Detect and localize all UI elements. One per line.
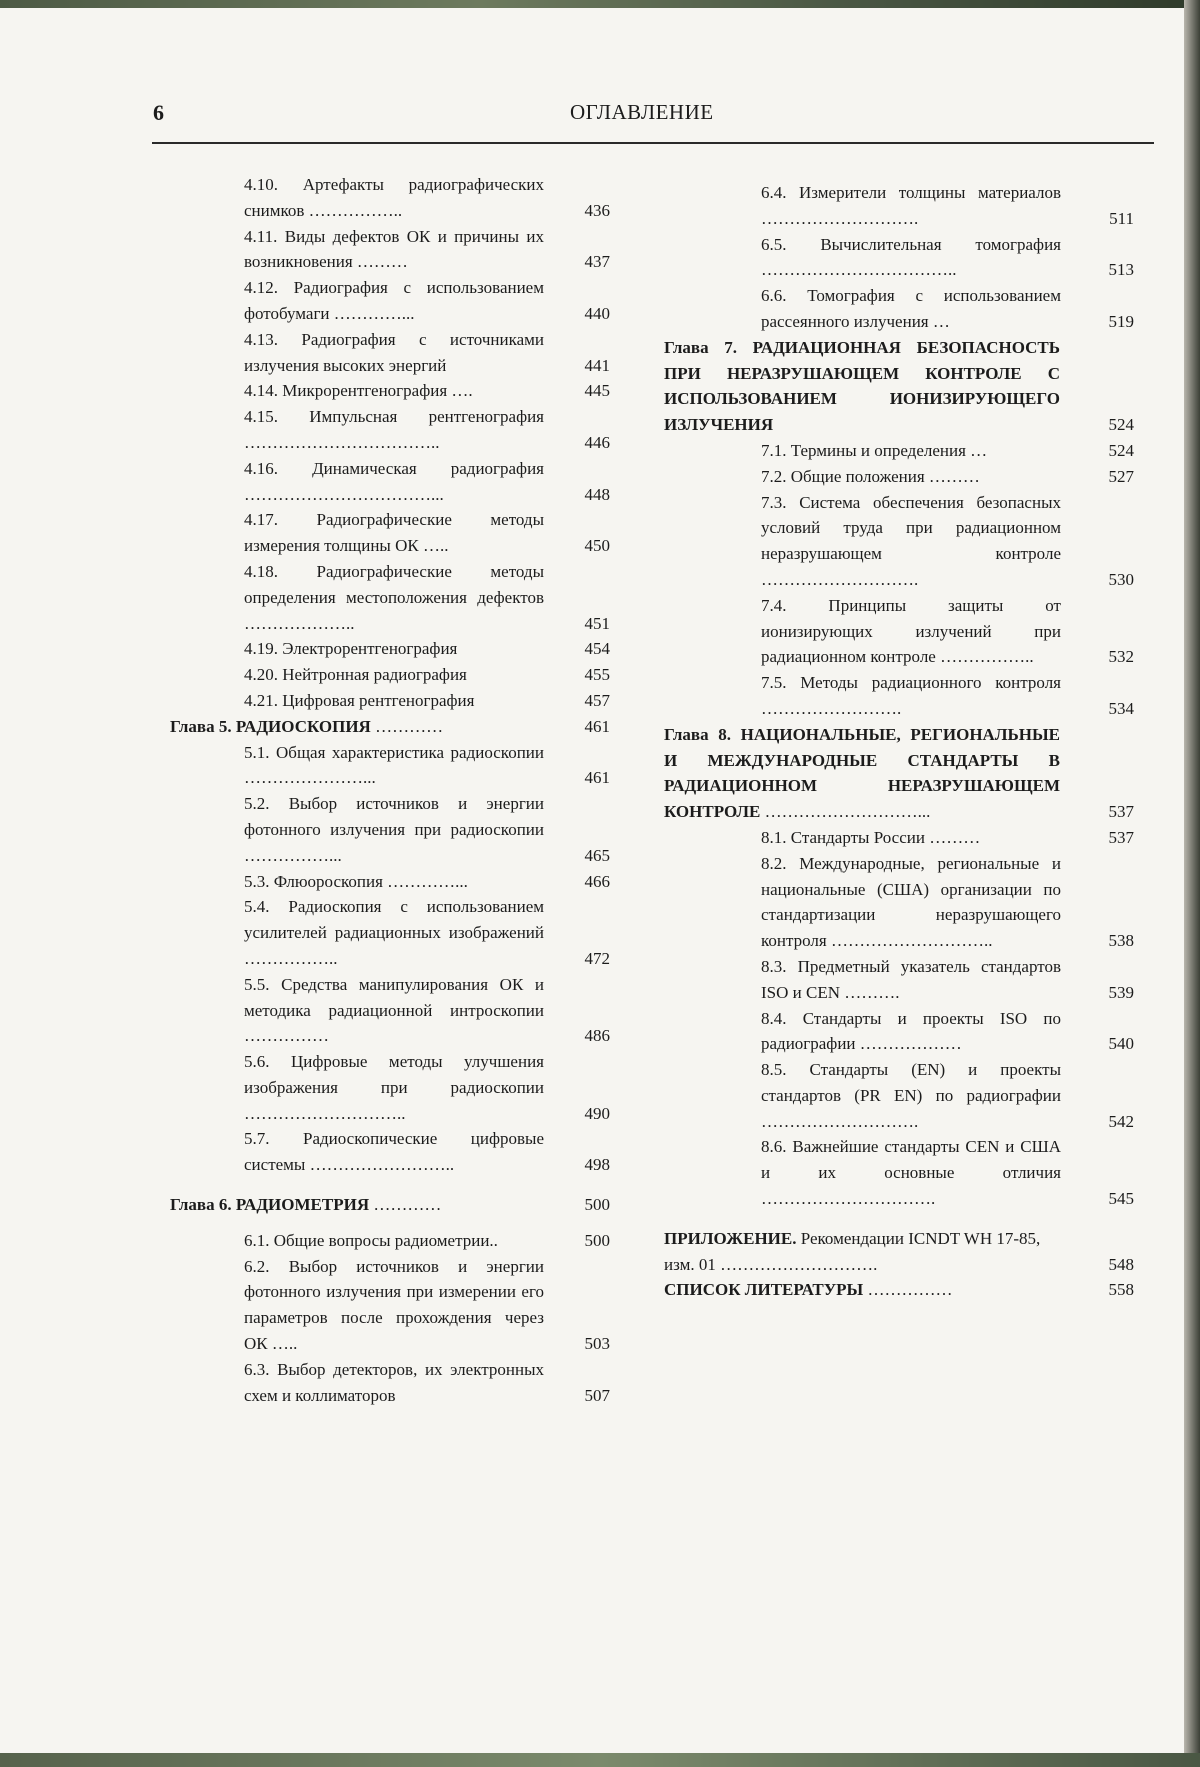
toc-entry[interactable] xyxy=(170,1254,610,1357)
toc-entry-title: 6.2. Выбор источников и энергии фотонного излучения при измерении его параметров после прохождения через ОК ….. xyxy=(244,1256,544,1354)
toc-entry-title: 5.7. Радиоскопические цифровые системы …………………….. xyxy=(244,1129,544,1175)
toc-entry-title: 7.4. Принципы защиты от ионизирующих излучений при радиационном контроле …………….. xyxy=(761,595,1061,667)
toc-list xyxy=(170,740,610,1179)
page-ref: 539 xyxy=(1108,982,1134,1002)
toc-column-right xyxy=(664,180,1134,1303)
page-ref: 537 xyxy=(1108,802,1134,822)
toc-entry[interactable] xyxy=(170,1228,610,1254)
toc-entry-title: 6.6. Томография с использованием рассеянного излучения … xyxy=(761,286,1061,331)
toc-list xyxy=(170,1228,610,1409)
toc-entry[interactable] xyxy=(664,180,1134,232)
page-ref: 461 xyxy=(584,716,610,736)
chapter-label: Глава 8. xyxy=(664,724,731,744)
toc-entry[interactable] xyxy=(170,378,610,404)
toc-entry[interactable] xyxy=(664,464,1134,490)
toc-chapter-6[interactable] xyxy=(170,1192,610,1218)
toc-entry[interactable] xyxy=(664,825,1134,851)
toc-entry-title: 4.20. Нейтронная радиография xyxy=(244,665,467,685)
toc-column-left xyxy=(170,172,610,1408)
page-ref: 448 xyxy=(584,484,610,504)
toc-entry-title: 6.1. Общие вопросы радиометрии.. xyxy=(244,1230,498,1250)
page-ref: 519 xyxy=(1108,311,1134,331)
toc-entry[interactable] xyxy=(170,327,610,379)
toc-entry-title: 8.5. Стандарты (EN) и проекты стандартов (PR EN) по радиографии ………………………. xyxy=(761,1060,1061,1131)
spacer xyxy=(170,1218,610,1228)
toc-entry-title: 7.1. Термины и определения … xyxy=(761,440,988,460)
page-edge-bottom xyxy=(0,1753,1200,1767)
page-ref: 542 xyxy=(1108,1111,1134,1131)
toc-entry-title: 6.3. Выбор детекторов, их электронных схем и коллиматоров xyxy=(244,1359,544,1405)
toc-entry[interactable] xyxy=(664,954,1134,1006)
chapter-title: РАДИАЦИОННАЯ БЕЗОПАСНОСТЬ ПРИ НЕРАЗРУШАЮЩЕМ КОНТРОЛЕ С ИСПОЛЬЗОВАНИЕМ ИОНИЗИРУЮЩЕГО ИЗЛУЧЕНИЯ xyxy=(664,337,1060,435)
toc-entry-title: 7.5. Методы радиационного контроля ……………………. xyxy=(761,673,1061,718)
toc-entry-title: 8.4. Стандарты и проекты ISO по радиографии ……………… xyxy=(761,1008,1061,1054)
page-ref: 454 xyxy=(584,639,610,659)
page-ref: 441 xyxy=(584,355,610,375)
toc-entry[interactable] xyxy=(170,456,610,508)
page-ref: 558 xyxy=(1108,1280,1134,1300)
toc-entry[interactable] xyxy=(170,869,610,895)
page-ref: 537 xyxy=(1108,827,1134,847)
toc-references[interactable] xyxy=(664,1277,1134,1303)
toc-entry[interactable] xyxy=(170,688,610,714)
page-ref: 540 xyxy=(1108,1034,1134,1054)
page-title: ОГЛАВЛЕНИЕ xyxy=(570,100,714,124)
toc-entry-title: 4.19. Электрорентгенография xyxy=(244,639,458,659)
page-ref: 461 xyxy=(584,768,610,788)
page-ref: 498 xyxy=(584,1155,610,1175)
toc-entry[interactable] xyxy=(170,636,610,662)
toc-entry[interactable] xyxy=(170,559,610,636)
toc-entry[interactable] xyxy=(170,172,610,224)
toc-entry[interactable] xyxy=(664,490,1134,593)
page-ref: 455 xyxy=(584,665,610,685)
appendix-text: Рекомендации ICNDT WH 17-85, изм. 01 ………………………. xyxy=(664,1228,1041,1274)
page-ref: 532 xyxy=(1108,647,1134,667)
page-ref: 507 xyxy=(584,1385,610,1405)
toc-entry[interactable] xyxy=(664,851,1134,954)
toc-entry[interactable] xyxy=(170,1049,610,1126)
appendix-title: ПРИЛОЖЕНИЕ. xyxy=(664,1228,797,1248)
toc-entry-title: 4.11. Виды дефектов ОК и причины их возникновения ……… xyxy=(244,226,544,272)
toc-entry-title: 4.18. Радиографические методы определения местоположения дефектов ……………….. xyxy=(244,561,544,633)
page-ref: 524 xyxy=(1108,415,1134,435)
toc-entry-title: 8.3. Предметный указатель стандартов ISO и CEN ………. xyxy=(761,956,1061,1002)
page-ref: 503 xyxy=(584,1334,610,1354)
page-ref: 527 xyxy=(1108,466,1134,486)
toc-entry[interactable] xyxy=(170,662,610,688)
toc-entry-title: 6.4. Измерители толщины материалов ………………………. xyxy=(761,183,1061,228)
toc-entry[interactable] xyxy=(170,1357,610,1409)
page-ref: 500 xyxy=(584,1195,610,1215)
toc-list xyxy=(170,172,610,714)
toc-entry-title: 4.16. Динамическая радиография ……………………………... xyxy=(244,458,544,504)
toc-entry-title: 4.13. Радиография с источниками излучения высоких энергий xyxy=(244,329,544,375)
toc-entry-title: 4.15. Импульсная рентгенография …………………………….. xyxy=(244,407,544,452)
toc-entry-title: 5.4. Радиоскопия с использованием усилителей радиационных изображений …………….. xyxy=(244,897,544,968)
toc-entry-title: 4.14. Микрорентгенография …. xyxy=(244,381,473,401)
toc-entry-title: 5.3. Флюороскопия …………... xyxy=(244,871,468,891)
page-ref: 451 xyxy=(584,613,610,633)
toc-list xyxy=(664,825,1134,1212)
toc-entry[interactable] xyxy=(170,1126,610,1178)
toc-entry-title: 4.21. Цифровая рентгенография xyxy=(244,690,475,710)
toc-entry[interactable] xyxy=(170,507,610,559)
toc-entry[interactable] xyxy=(664,232,1134,284)
toc-chapter-8[interactable] xyxy=(664,722,1134,825)
header-rule xyxy=(152,142,1154,144)
toc-entry-title: 7.3. Система обеспечения безопасных условий труда при радиационном неразрушающем контроле ………………………. xyxy=(761,492,1061,589)
page-ref: 457 xyxy=(584,690,610,710)
page-ref: 436 xyxy=(584,200,610,220)
toc-entry-title: 6.5. Вычислительная томография …………………………….. xyxy=(761,234,1061,280)
toc-entry[interactable] xyxy=(170,740,610,792)
toc-entry-title: 7.2. Общие положения ……… xyxy=(761,466,980,486)
leader-dots: …………… xyxy=(863,1280,953,1300)
toc-entry-title: 8.6. Важнейшие стандарты CEN и США и их основные отличия …………………………. xyxy=(761,1137,1061,1209)
toc-entry[interactable] xyxy=(664,283,1134,335)
toc-chapter-7[interactable] xyxy=(664,335,1134,438)
page-ref: 538 xyxy=(1108,931,1134,951)
leader-dots: ………… xyxy=(369,1195,442,1215)
toc-entry-title: 5.5. Средства манипулирования ОК и методика радиационной интроскопии …………… xyxy=(244,974,544,1046)
toc-entry[interactable] xyxy=(170,275,610,327)
page-ref: 545 xyxy=(1108,1189,1134,1209)
toc-entry[interactable] xyxy=(170,972,610,1049)
page-ref: 500 xyxy=(584,1230,610,1250)
toc-entry[interactable] xyxy=(664,593,1134,670)
page-ref: 524 xyxy=(1108,440,1134,460)
toc-entry[interactable] xyxy=(170,894,610,971)
page-ref: 437 xyxy=(584,252,610,272)
page-ref: 466 xyxy=(584,871,610,891)
toc-entry-title: 5.2. Выбор источников и энергии фотонного излучения при радиоскопии ……………... xyxy=(244,794,544,865)
toc-list xyxy=(664,180,1134,335)
page-ref: 548 xyxy=(1108,1254,1134,1274)
leader-dots: ………………………... xyxy=(760,802,931,822)
toc-entry[interactable] xyxy=(170,791,610,868)
toc-entry[interactable] xyxy=(664,1006,1134,1058)
toc-entry-title: 5.6. Цифровые методы улучшения изображения при радиоскопии ……………………….. xyxy=(244,1052,544,1123)
toc-entry-title: 4.12. Радиография с использованием фотобумаги …………... xyxy=(244,278,544,323)
page-ref: 530 xyxy=(1108,569,1134,589)
toc-list xyxy=(664,438,1134,722)
spacer xyxy=(664,1212,1134,1226)
page-ref: 513 xyxy=(1108,260,1134,280)
leader-dots: ………… xyxy=(370,716,444,736)
page-ref: 445 xyxy=(584,381,610,401)
page-number: 6 xyxy=(153,100,164,125)
chapter-title: РАДИОМЕТРИЯ xyxy=(235,1195,370,1215)
toc-entry-title: 4.10. Артефакты радиографических снимков …………….. xyxy=(244,175,544,220)
page-ref: 511 xyxy=(1109,208,1134,228)
chapter-title: РАДИОСКОПИЯ xyxy=(235,716,371,736)
page-ref: 472 xyxy=(584,948,610,968)
chapter-label: Глава 6. xyxy=(170,1195,232,1215)
chapter-title: НАЦИОНАЛЬНЫЕ, РЕГИОНАЛЬНЫЕ И МЕЖДУНАРОДНЫЕ СТАНДАРТЫ В РАДИАЦИОННОМ НЕРАЗРУШАЮЩЕМ КОНТРОЛЕ xyxy=(664,724,1060,822)
page-ref: 490 xyxy=(584,1103,610,1123)
page-ref: 446 xyxy=(584,432,610,452)
toc-entry[interactable] xyxy=(664,670,1134,722)
chapter-label: Глава 7. xyxy=(664,337,737,357)
toc-entry[interactable] xyxy=(664,438,1134,464)
toc-entry[interactable] xyxy=(170,224,610,276)
toc-entry[interactable] xyxy=(664,1134,1134,1211)
toc-appendix[interactable] xyxy=(664,1226,1134,1278)
toc-entry-title: 4.17. Радиографические методы измерения толщины ОК ….. xyxy=(244,510,544,556)
page-ref: 486 xyxy=(584,1026,610,1046)
toc-entry-title: 8.2. Международные, региональные и национальные (США) организации по стандартизации неразрушающего контроля ……………………….. xyxy=(761,853,1061,951)
references-title: СПИСОК ЛИТЕРАТУРЫ xyxy=(664,1280,864,1300)
toc-entry-title: 5.1. Общая характеристика радиоскопии …………………... xyxy=(244,742,544,788)
toc-chapter-5[interactable] xyxy=(170,714,610,740)
page-ref: 534 xyxy=(1108,698,1134,718)
page-ref: 450 xyxy=(584,536,610,556)
chapter-label: Глава 5. xyxy=(170,716,232,736)
page-ref: 440 xyxy=(584,303,610,323)
page-ref: 465 xyxy=(584,845,610,865)
spacer xyxy=(170,1178,610,1192)
page-edge-right xyxy=(1184,0,1200,1767)
toc-entry-title: 8.1. Стандарты России ……… xyxy=(761,827,981,847)
toc-entry[interactable] xyxy=(664,1057,1134,1134)
toc-entry[interactable] xyxy=(170,404,610,456)
